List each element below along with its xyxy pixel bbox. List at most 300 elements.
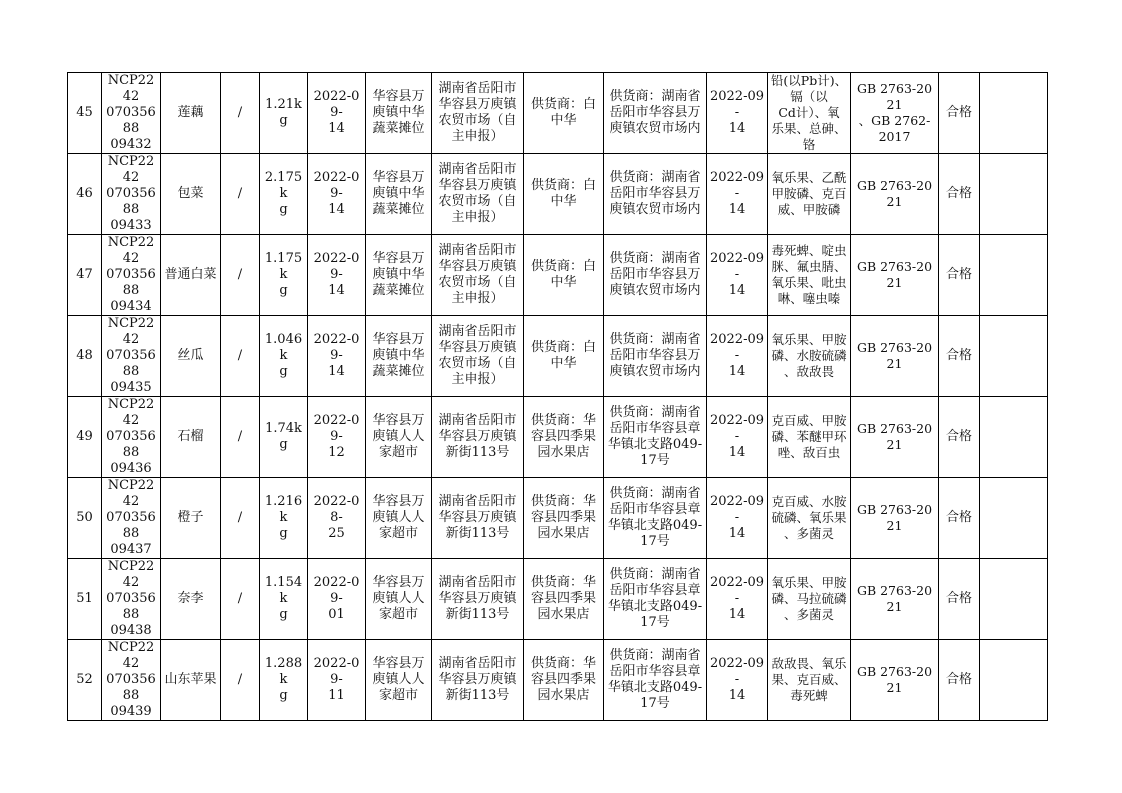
- cell-supplier-address: [604, 640, 707, 721]
- supplier-address-line: 庾镇农贸市场内: [609, 364, 701, 379]
- sampled-address-line: 华容县万庾镇: [438, 340, 517, 355]
- cell-spec: /: [221, 235, 260, 316]
- sampled-unit-line: 华容县万: [372, 170, 425, 185]
- sample-id-line: 07035688: [106, 105, 156, 136]
- cell-production-date: [308, 235, 366, 316]
- quantity-line: 1.288k: [264, 656, 303, 687]
- sample-id-line: NCP2242: [107, 640, 155, 671]
- cell-row-seq: 45: [68, 73, 102, 154]
- cell-sampled-address: [432, 235, 524, 316]
- cell-row-seq: 50: [68, 478, 102, 559]
- cell-sample-name: 石榴: [161, 397, 221, 478]
- cell-test-date: [707, 640, 768, 721]
- quantity-line: 1.046k: [264, 332, 303, 363]
- sampled-address-line: 华容县万庾镇: [438, 97, 517, 112]
- cell-quantity: [260, 316, 308, 397]
- cell-remark: [980, 316, 1048, 397]
- test-items-line: 唑、敌百虫: [777, 445, 841, 460]
- sample-id-line: NCP2242: [107, 397, 155, 428]
- supplier-line: 供货商：华: [530, 575, 596, 590]
- production-date-line: 2022-09-: [313, 656, 360, 687]
- cell-test-date: [707, 316, 768, 397]
- cell-row-seq: 47: [68, 235, 102, 316]
- sampled-address-line: 湖南省岳阳市: [438, 413, 517, 428]
- sampled-address-line: 湖南省岳阳市: [438, 81, 517, 96]
- cell-remark: [980, 154, 1048, 235]
- cell-spec: /: [221, 397, 260, 478]
- test-items-line: 啉、噻虫嗪: [777, 291, 841, 306]
- cell-test-items: [768, 640, 851, 721]
- sampled-unit-line: 庾镇人人: [372, 429, 425, 444]
- production-date-line: 2022-09-: [313, 251, 360, 282]
- supplier-line: 供货商：白: [530, 259, 596, 274]
- cell-sample-name: 橙子: [161, 478, 221, 559]
- cell-supplier-address: [604, 154, 707, 235]
- supplier-address-line: 庾镇农贸市场内: [609, 283, 701, 298]
- cell-test-items: [768, 316, 851, 397]
- cell-spec: /: [221, 640, 260, 721]
- test-items-line: 脒、氟虫腈、: [771, 259, 847, 274]
- production-date-line: 14: [328, 202, 345, 217]
- quantity-line: g: [279, 526, 288, 541]
- cell-production-date: [308, 316, 366, 397]
- sampled-unit-line: 庾镇中华: [372, 186, 425, 201]
- cell-production-date: [308, 559, 366, 640]
- sampled-unit-line: 蔬菜摊位: [372, 283, 425, 298]
- supplier-address-line: 华镇北支路049-: [607, 437, 703, 452]
- cell-sample-name: 包菜: [161, 154, 221, 235]
- sampled-unit-line: 庾镇人人: [372, 591, 425, 606]
- cell-quantity: [260, 478, 308, 559]
- cell-remark: [980, 559, 1048, 640]
- cell-sample-id: [102, 73, 161, 154]
- cell-quantity: [260, 397, 308, 478]
- standard-line: GB 2763-2021: [856, 259, 933, 290]
- production-date-line: 2022-09-: [313, 575, 360, 606]
- test-date-line: 2022-09-: [709, 494, 765, 525]
- cell-supplier: [524, 154, 604, 235]
- cell-sampled-unit: [366, 559, 432, 640]
- test-date-line: 14: [728, 526, 746, 541]
- cell-sample-name: 普通白菜: [161, 235, 221, 316]
- cell-sample-id: [102, 559, 161, 640]
- supplier-line: 容县四季果: [530, 591, 596, 606]
- sampled-address-line: 新街113号: [445, 526, 510, 541]
- production-date-line: 12: [328, 445, 345, 460]
- sampled-address-line: 华容县万庾镇: [438, 429, 517, 444]
- cell-test-items: [768, 559, 851, 640]
- test-items-line: 磷、水胺硫磷: [771, 348, 847, 363]
- test-items-line: 、多菌灵: [783, 607, 834, 622]
- cell-result: 合格: [939, 640, 980, 721]
- test-date-line: 2022-09-: [709, 575, 765, 606]
- sample-id-line: 09437: [110, 542, 152, 557]
- cell-sampled-address: [432, 640, 524, 721]
- production-date-line: 14: [328, 364, 345, 379]
- supplier-address-line: 岳阳市华容县万: [609, 267, 701, 282]
- test-items-line: 甲胺磷、克百: [771, 186, 847, 201]
- sample-id-line: 07035688: [106, 186, 156, 217]
- supplier-address-line: 岳阳市华容县万: [609, 348, 701, 363]
- sampled-address-line: 华容县万庾镇: [438, 591, 517, 606]
- cell-spec: /: [221, 316, 260, 397]
- supplier-address-line: 岳阳市华容县章: [609, 421, 701, 436]
- test-date-line: 14: [728, 364, 746, 379]
- supplier-line: 园水果店: [537, 688, 590, 703]
- sampled-unit-line: 家超市: [378, 445, 418, 460]
- cell-sampled-address: [432, 559, 524, 640]
- test-items-line: 氧乐果、甲胺: [771, 575, 847, 590]
- production-date-line: 14: [328, 283, 345, 298]
- cell-test-items: [768, 478, 851, 559]
- sampled-unit-line: 蔬菜摊位: [372, 121, 425, 136]
- standard-line: GB 2763-2021: [856, 664, 933, 695]
- sample-id-line: 07035688: [106, 348, 156, 379]
- cell-result: 合格: [939, 235, 980, 316]
- test-items-line: 毒死蜱: [790, 688, 828, 703]
- test-date-line: 2022-09-: [709, 656, 765, 687]
- quantity-line: 1.216k: [264, 494, 303, 525]
- supplier-line: 园水果店: [537, 445, 590, 460]
- cell-supplier-address: [604, 559, 707, 640]
- test-items-line: 、敌敌畏: [783, 364, 834, 379]
- test-date-line: 2022-09-: [709, 89, 765, 120]
- sampled-unit-line: 华容县万: [372, 251, 425, 266]
- cell-sampled-unit: [366, 73, 432, 154]
- cell-standard: [851, 316, 939, 397]
- supplier-line: 容县四季果: [530, 429, 596, 444]
- standard-line: GB 2763-2021: [856, 81, 933, 112]
- test-date-line: 14: [728, 607, 746, 622]
- supplier-address-line: 岳阳市华容县章: [609, 502, 701, 517]
- supplier-address-line: 供货商：湖南省: [609, 567, 701, 582]
- cell-production-date: [308, 397, 366, 478]
- cell-supplier: [524, 235, 604, 316]
- sampled-address-line: 湖南省岳阳市: [438, 243, 517, 258]
- standard-line: 、GB 2762-: [858, 113, 931, 128]
- cell-sampled-unit: [366, 316, 432, 397]
- sampled-address-line: 湖南省岳阳市: [438, 575, 517, 590]
- cell-supplier: [524, 316, 604, 397]
- sample-id-line: 07035688: [106, 429, 156, 460]
- sampled-unit-line: 蔬菜摊位: [372, 202, 425, 217]
- test-date-line: 2022-09-: [709, 332, 765, 363]
- test-date-line: 2022-09-: [709, 251, 765, 282]
- cell-sampled-unit: [366, 235, 432, 316]
- supplier-address-line: 17号: [640, 534, 670, 549]
- sample-id-line: 07035688: [106, 510, 156, 541]
- table-row: [68, 235, 1048, 316]
- cell-sample-name: 山东苹果: [161, 640, 221, 721]
- test-items-line: 铅(以Pb计)、: [770, 73, 848, 88]
- cell-quantity: [260, 154, 308, 235]
- supplier-line: 容县四季果: [530, 510, 596, 525]
- production-date-line: 25: [328, 526, 345, 541]
- cell-sample-id: [102, 316, 161, 397]
- sampled-unit-line: 家超市: [378, 688, 418, 703]
- sampled-unit-line: 蔬菜摊位: [372, 364, 425, 379]
- cell-result: 合格: [939, 154, 980, 235]
- cell-result: 合格: [939, 559, 980, 640]
- supplier-line: 供货商：白: [530, 178, 596, 193]
- test-items-line: 克百威、甲胺: [771, 413, 847, 428]
- test-items-line: 铬: [802, 137, 816, 152]
- cell-production-date: [308, 478, 366, 559]
- cell-result: 合格: [939, 316, 980, 397]
- sampled-address-line: 农贸市场（自: [438, 194, 517, 209]
- cell-row-seq: 52: [68, 640, 102, 721]
- quantity-line: 1.74kg: [265, 421, 302, 452]
- cell-spec: /: [221, 559, 260, 640]
- cell-sampled-unit: [366, 154, 432, 235]
- test-date-line: 2022-09-: [709, 170, 765, 201]
- cell-sample-id: [102, 478, 161, 559]
- supplier-address-line: 岳阳市华容县章: [609, 664, 701, 679]
- sampled-unit-line: 华容县万: [372, 89, 425, 104]
- cell-quantity: [260, 73, 308, 154]
- supplier-line: 园水果店: [537, 526, 590, 541]
- supplier-address-line: 供货商：湖南省: [609, 251, 701, 266]
- table-row: [68, 397, 1048, 478]
- sample-id-line: NCP2242: [107, 235, 155, 266]
- cell-supplier: [524, 397, 604, 478]
- test-items-line: 氧乐果、甲胺: [771, 332, 847, 347]
- sampled-unit-line: 华容县万: [372, 332, 425, 347]
- cell-supplier-address: [604, 235, 707, 316]
- table-body: [68, 73, 1048, 721]
- test-items-line: Cd计）、氧: [778, 105, 840, 120]
- cell-sampled-unit: [366, 640, 432, 721]
- sampled-address-line: 华容县万庾镇: [438, 259, 517, 274]
- cell-quantity: [260, 640, 308, 721]
- table-row: [68, 73, 1048, 154]
- test-items-line: 硫磷、氧乐果: [771, 510, 847, 525]
- sampled-unit-line: 庾镇人人: [372, 672, 425, 687]
- cell-remark: [980, 640, 1048, 721]
- quantity-line: g: [279, 283, 288, 298]
- sampled-address-line: 华容县万庾镇: [438, 672, 517, 687]
- supplier-address-line: 供货商：湖南省: [609, 170, 701, 185]
- sample-id-line: NCP2242: [107, 73, 155, 104]
- cell-sample-id: [102, 154, 161, 235]
- cell-standard: [851, 559, 939, 640]
- supplier-address-line: 供货商：湖南省: [609, 648, 701, 663]
- cell-test-items: [768, 235, 851, 316]
- cell-result: 合格: [939, 73, 980, 154]
- cell-test-date: [707, 559, 768, 640]
- supplier-line: 供货商：华: [530, 656, 596, 671]
- sample-id-line: 07035688: [106, 591, 156, 622]
- cell-quantity: [260, 235, 308, 316]
- test-date-line: 14: [728, 202, 746, 217]
- sampled-address-line: 湖南省岳阳市: [438, 324, 517, 339]
- cell-sample-name: 莲藕: [161, 73, 221, 154]
- sample-id-line: 07035688: [106, 267, 156, 298]
- inspection-results-table: [67, 72, 1048, 721]
- cell-row-seq: 49: [68, 397, 102, 478]
- production-date-line: 11: [328, 688, 345, 703]
- supplier-line: 供货商：华: [530, 413, 596, 428]
- test-items-line: 威、甲胺磷: [777, 202, 841, 217]
- production-date-line: 2022-09-: [313, 89, 360, 120]
- cell-result: 合格: [939, 397, 980, 478]
- sampled-address-line: 农贸市场（自: [438, 356, 517, 371]
- sample-id-line: NCP2242: [107, 559, 155, 590]
- sampled-unit-line: 庾镇人人: [372, 510, 425, 525]
- sample-id-line: 09435: [110, 380, 152, 395]
- supplier-line: 中华: [550, 194, 577, 209]
- sampled-unit-line: 家超市: [378, 607, 418, 622]
- sample-id-line: 09432: [110, 137, 152, 152]
- cell-standard: [851, 154, 939, 235]
- production-date-line: 2022-09-: [313, 413, 360, 444]
- sampled-address-line: 主申报）: [451, 129, 504, 144]
- supplier-line: 供货商：白: [530, 340, 596, 355]
- cell-supplier: [524, 478, 604, 559]
- table-row: [68, 154, 1048, 235]
- cell-remark: [980, 397, 1048, 478]
- supplier-address-line: 华镇北支路049-: [607, 518, 703, 533]
- test-date-line: 14: [728, 121, 746, 136]
- cell-supplier: [524, 73, 604, 154]
- sampled-address-line: 华容县万庾镇: [438, 178, 517, 193]
- test-items-line: 克百威、水胺: [771, 494, 847, 509]
- sample-id-line: 09434: [110, 299, 152, 314]
- cell-supplier-address: [604, 478, 707, 559]
- supplier-address-line: 华镇北支路049-: [607, 680, 703, 695]
- cell-sampled-address: [432, 316, 524, 397]
- sampled-address-line: 农贸市场（自: [438, 275, 517, 290]
- cell-production-date: [308, 73, 366, 154]
- supplier-address-line: 华镇北支路049-: [607, 599, 703, 614]
- sampled-address-line: 主申报）: [451, 210, 504, 225]
- sampled-address-line: 农贸市场（自: [438, 113, 517, 128]
- cell-row-seq: 48: [68, 316, 102, 397]
- cell-sample-id: [102, 397, 161, 478]
- cell-test-items: [768, 73, 851, 154]
- cell-spec: /: [221, 154, 260, 235]
- cell-result: 合格: [939, 478, 980, 559]
- supplier-address-line: 岳阳市华容县万: [609, 186, 701, 201]
- sampled-address-line: 新街113号: [445, 688, 510, 703]
- cell-standard: [851, 397, 939, 478]
- test-items-line: 镉（以: [790, 89, 828, 104]
- cell-supplier: [524, 640, 604, 721]
- production-date-line: 2022-08-: [313, 494, 360, 525]
- test-items-line: 毒死蜱、啶虫: [771, 243, 847, 258]
- test-date-line: 14: [728, 688, 746, 703]
- supplier-address-line: 供货商：湖南省: [609, 332, 701, 347]
- sampled-address-line: 湖南省岳阳市: [438, 162, 517, 177]
- supplier-line: 园水果店: [537, 607, 590, 622]
- sampled-address-line: 华容县万庾镇: [438, 510, 517, 525]
- standard-line: GB 2763-2021: [856, 421, 933, 452]
- sampled-address-line: 湖南省岳阳市: [438, 656, 517, 671]
- test-date-line: 2022-09-: [709, 413, 765, 444]
- test-items-line: 、多菌灵: [783, 526, 834, 541]
- cell-test-date: [707, 478, 768, 559]
- cell-supplier-address: [604, 316, 707, 397]
- cell-supplier-address: [604, 73, 707, 154]
- supplier-address-line: 供货商：湖南省: [609, 405, 701, 420]
- sampled-unit-line: 华容县万: [372, 494, 425, 509]
- supplier-line: 容县四季果: [530, 672, 596, 687]
- standard-line: GB 2763-2021: [856, 340, 933, 371]
- sampled-address-line: 新街113号: [445, 445, 510, 460]
- cell-sampled-unit: [366, 397, 432, 478]
- test-items-line: 氧乐果、吡虫: [771, 275, 847, 290]
- cell-remark: [980, 235, 1048, 316]
- cell-quantity: [260, 559, 308, 640]
- cell-row-seq: 51: [68, 559, 102, 640]
- supplier-address-line: 17号: [640, 453, 670, 468]
- quantity-line: g: [279, 688, 288, 703]
- quantity-line: 2.175k: [264, 170, 303, 201]
- table-row: [68, 559, 1048, 640]
- sampled-unit-line: 华容县万: [372, 575, 425, 590]
- supplier-address-line: 庾镇农贸市场内: [609, 202, 701, 217]
- cell-supplier: [524, 559, 604, 640]
- supplier-address-line: 供货商：湖南省: [609, 486, 701, 501]
- cell-sampled-address: [432, 397, 524, 478]
- sampled-address-line: 主申报）: [451, 372, 504, 387]
- cell-sample-name: 奈李: [161, 559, 221, 640]
- test-items-line: 磷、苯醚甲环: [771, 429, 847, 444]
- production-date-line: 2022-09-: [313, 170, 360, 201]
- test-items-line: 敌敌畏、氧乐: [771, 656, 847, 671]
- supplier-line: 中华: [550, 356, 577, 371]
- sample-id-line: 09438: [110, 623, 152, 638]
- standard-line: GB 2763-2021: [856, 502, 933, 533]
- supplier-address-line: 17号: [640, 696, 670, 711]
- cell-test-items: [768, 154, 851, 235]
- cell-sampled-unit: [366, 478, 432, 559]
- supplier-line: 中华: [550, 275, 577, 290]
- standard-line: GB 2763-2021: [856, 583, 933, 614]
- cell-sample-id: [102, 235, 161, 316]
- cell-standard: [851, 478, 939, 559]
- production-date-line: 01: [328, 607, 345, 622]
- quantity-line: 1.21kg: [265, 97, 302, 128]
- test-items-line: 氧乐果、乙酰: [771, 170, 847, 185]
- cell-sampled-address: [432, 73, 524, 154]
- cell-sampled-address: [432, 154, 524, 235]
- sampled-unit-line: 华容县万: [372, 656, 425, 671]
- sampled-unit-line: 庾镇中华: [372, 267, 425, 282]
- quantity-line: 1.175k: [264, 251, 303, 282]
- table-row: [68, 478, 1048, 559]
- sampled-address-line: 主申报）: [451, 291, 504, 306]
- cell-sample-name: 丝瓜: [161, 316, 221, 397]
- cell-standard: [851, 73, 939, 154]
- sampled-unit-line: 华容县万: [372, 413, 425, 428]
- test-items-line: 果、克百威、: [771, 672, 847, 687]
- supplier-address-line: 庾镇农贸市场内: [609, 121, 701, 136]
- cell-standard: [851, 640, 939, 721]
- cell-test-date: [707, 397, 768, 478]
- table-row: [68, 640, 1048, 721]
- quantity-line: g: [279, 364, 288, 379]
- cell-spec: /: [221, 73, 260, 154]
- table-row: [68, 316, 1048, 397]
- supplier-line: 供货商：华: [530, 494, 596, 509]
- cell-standard: [851, 235, 939, 316]
- cell-test-items: [768, 397, 851, 478]
- production-date-line: 2022-09-: [313, 332, 360, 363]
- sampled-unit-line: 家超市: [378, 526, 418, 541]
- quantity-line: g: [279, 607, 288, 622]
- supplier-address-line: 供货商：湖南省: [609, 89, 701, 104]
